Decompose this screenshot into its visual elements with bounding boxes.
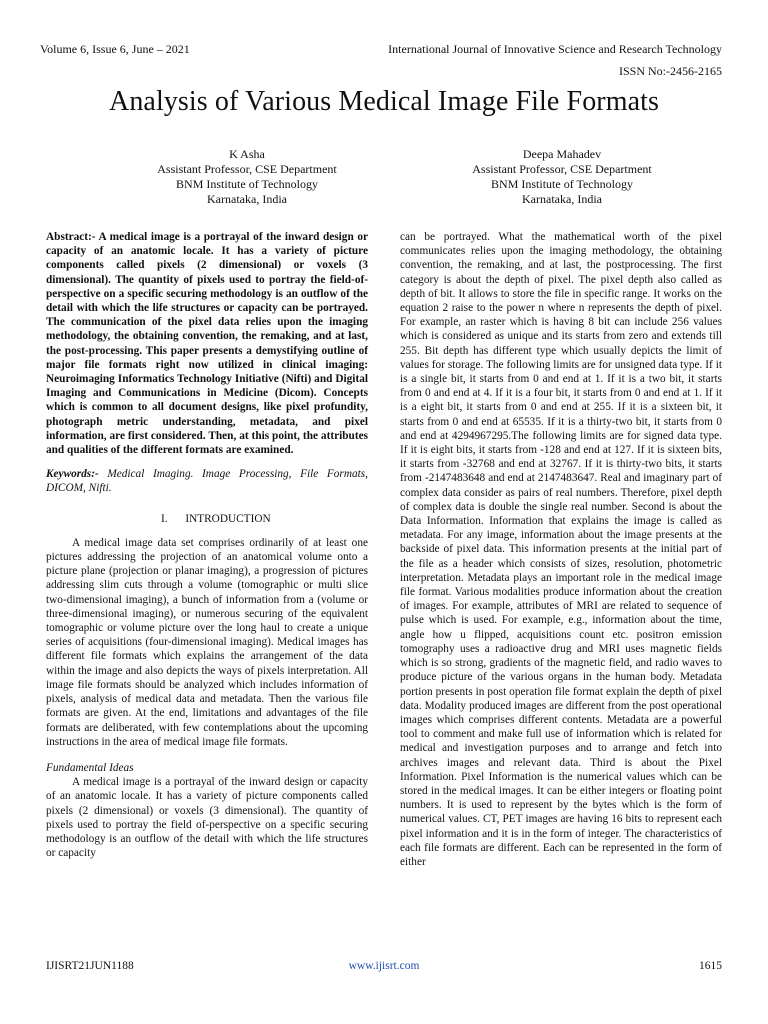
author-role: Assistant Professor, CSE Department [472,162,652,176]
subsection-heading: Fundamental Ideas [46,761,134,774]
author-role: Assistant Professor, CSE Department [157,162,337,176]
keywords-label: Keywords:- [46,468,99,481]
fundamental-paragraph: A medical image is a portrayal of the inward design or capacity of an anatomic locale. It has a variety of picture components called pixels (2 dimensional) or voxels (3 dimensional). The quantity of pixels used to portray the field of-perspective on a specific securing methodology is an outflow of the detail with which the life structures or capacity [46,776,368,860]
author-location: Karnataka, India [207,192,287,206]
journal-volume: Volume 6, Issue 6, June – 2021 [40,42,190,56]
abstract: Abstract:- A medical image is a portrayal of the inward design or capacity of an anatomic locale. It has a variety of picture components called pixels (2 dimensional) or voxels (3 dimensional). The quantity of pixels used to portray the field-of-perspective on a specific securing methodology is an outflow of the detail with which the life structures or capacity can be portrayed. The communication of the pixel data relies upon the imaging methodology, the obtaining convention, the remaking, and at last, the post-processing. This paper presents a demystifying outline of major file formats right now utilized in clinical imaging: Neuroimaging Informatics Technology Initiative (Nifti) and Digital Imaging and Communications in Medicine (Dicom). Concepts which is common to all document designs, like pixel profundity, photograph metric understanding, metadata, and pixel information, are first considered. Then, at this point, the attributes and qualities of the different formats are examined. [46,231,368,457]
journal-name: International Journal of Innovative Science and Research Technology [388,42,722,56]
page-number: 1615 [699,960,722,972]
paper-title: Analysis of Various Medical Image File Formats [109,86,659,117]
article-code: IJISRT21JUN1188 [46,960,134,972]
left-column [46,230,368,860]
author-name: Deepa Mahadev [522,147,602,161]
right-column [400,230,722,869]
author-block-1 [122,147,372,207]
section-heading [46,512,368,526]
section-number: I. [161,512,168,525]
section-title: INTRODUCTION [185,512,271,525]
author-institute: BNM Institute of Technology [176,177,318,191]
keywords-text: Medical Imaging. Image Processing, File Formats, DICOM, Nifti. [46,468,368,495]
journal-issn: ISSN No:-2456-2165 [618,64,722,78]
intro-paragraph: A medical image data set comprises ordinarily of at least one pictures addressing the projection of an anatomical volume onto a picture plane (projection or planar imaging), a progression of pictures addressing slim cuts through a volume (tomographic or multi slice two-dimensional imaging), a bunch of information from a (volume or three-dimensional imaging), or numerous securing of the equivalent tomographic or volume picture over the long haul to create a unique series of acquisitions (four-dimensional imaging). Medical images has different file formats which explains the arrangement of the data within the image and also depicts the ways of pixels interpretation. All image file formats should be analyzed which includes information of pixels, analysis of medical data and metadata. Then the various file formats are given. At the end, limitations and advantages of the file formats are deliberated, with few contemplations about the upcoming instructions in the area of medical image file formats. [46,536,368,748]
author-name: K Asha [229,147,265,161]
right-column-text: can be portrayed. What the mathematical worth of the pixel communicates relies upon the imaging methodology, the obtaining convention, the remaking, and at last, the postprocessing. The first category is about the depth of pixel. The pixel depth also called as depth of bit. It allows to store the file in specific range. It works on the equation 2 raise to the power n where n represents the depth of pixel. For example, an raster which is having 8 bit can include 256 values which is considered as unique and its starts from zero and extends till 255. Bit depth has different type which usually depicts the limit of values for storage. The following limits are for unsigned data type. If it is a single bit, it starts from 0 and end at 1. If it is a two bit, it starts from 0 and end at 4. If it is a four bit, it starts from 0 and end at 1. If it is a eight bit, it starts from 0 and end at 255. If it is a sixteen bit, it starts from 0 and end at 65535. If it is a thirty-two bit, it starts from 0 and end at 4294967295.The following limits are for signed data type. If it is eight bits, it starts from -128 and end at 127. If it is sixteen bits, it starts from -32768 and end at 32767. If it is thirty-two bits, it starts from -2147483648 and end at 2147483647. Real and imaginary part of complex data consider as pairs of real numbers. Therefore, pixel depth of complex data is double the single real number. Second is about the Data Information. Information that explains the image is called as metadata. For any image, information about the image presents at the backside of pixel data. This information presents at the initial part of the file as a header which consists of sizes, resolution, photometric interpretation. Metadata plays an important role in the medical image file format. Various modalities produce information about the creation of images. For example, attributes of MRI are related to sequence of pulse which is used. For example, e.g., information about the time, angle how u flipped, acquisitions count etc. positron emission tomography uses a radioactive drug and MRI uses magnetic fields which is so strong, gradients of the magnetic field, and radio waves to produce picture of the various organs in the human body. Metadata portion presents in post operation file format explain the depth of pixel data. Modality produced images are different from the post operational images which comprises different contents. Metadata are a powerful tool to comment and make full use of information which is related for medical and investigation purposes and to arrange and fetch into archives images and relevant data. Third is about the Pixel Information. Pixel Information is the numerical values which can be stored in the medical images. It can be either integers or floating point numbers. It is used to represent by the bytes which is the form of numerical values. CT, PET images are having 16 bits to represent each pixel information and it is in the form of integer. The characteristics of each file formats are different. Each can be represented in the form of either [400,231,722,868]
author-block-2 [437,147,687,207]
author-location: Karnataka, India [522,192,602,206]
keywords [46,467,368,495]
journal-url-link[interactable]: www.ijisrt.com [348,960,420,972]
author-institute: BNM Institute of Technology [491,177,633,191]
